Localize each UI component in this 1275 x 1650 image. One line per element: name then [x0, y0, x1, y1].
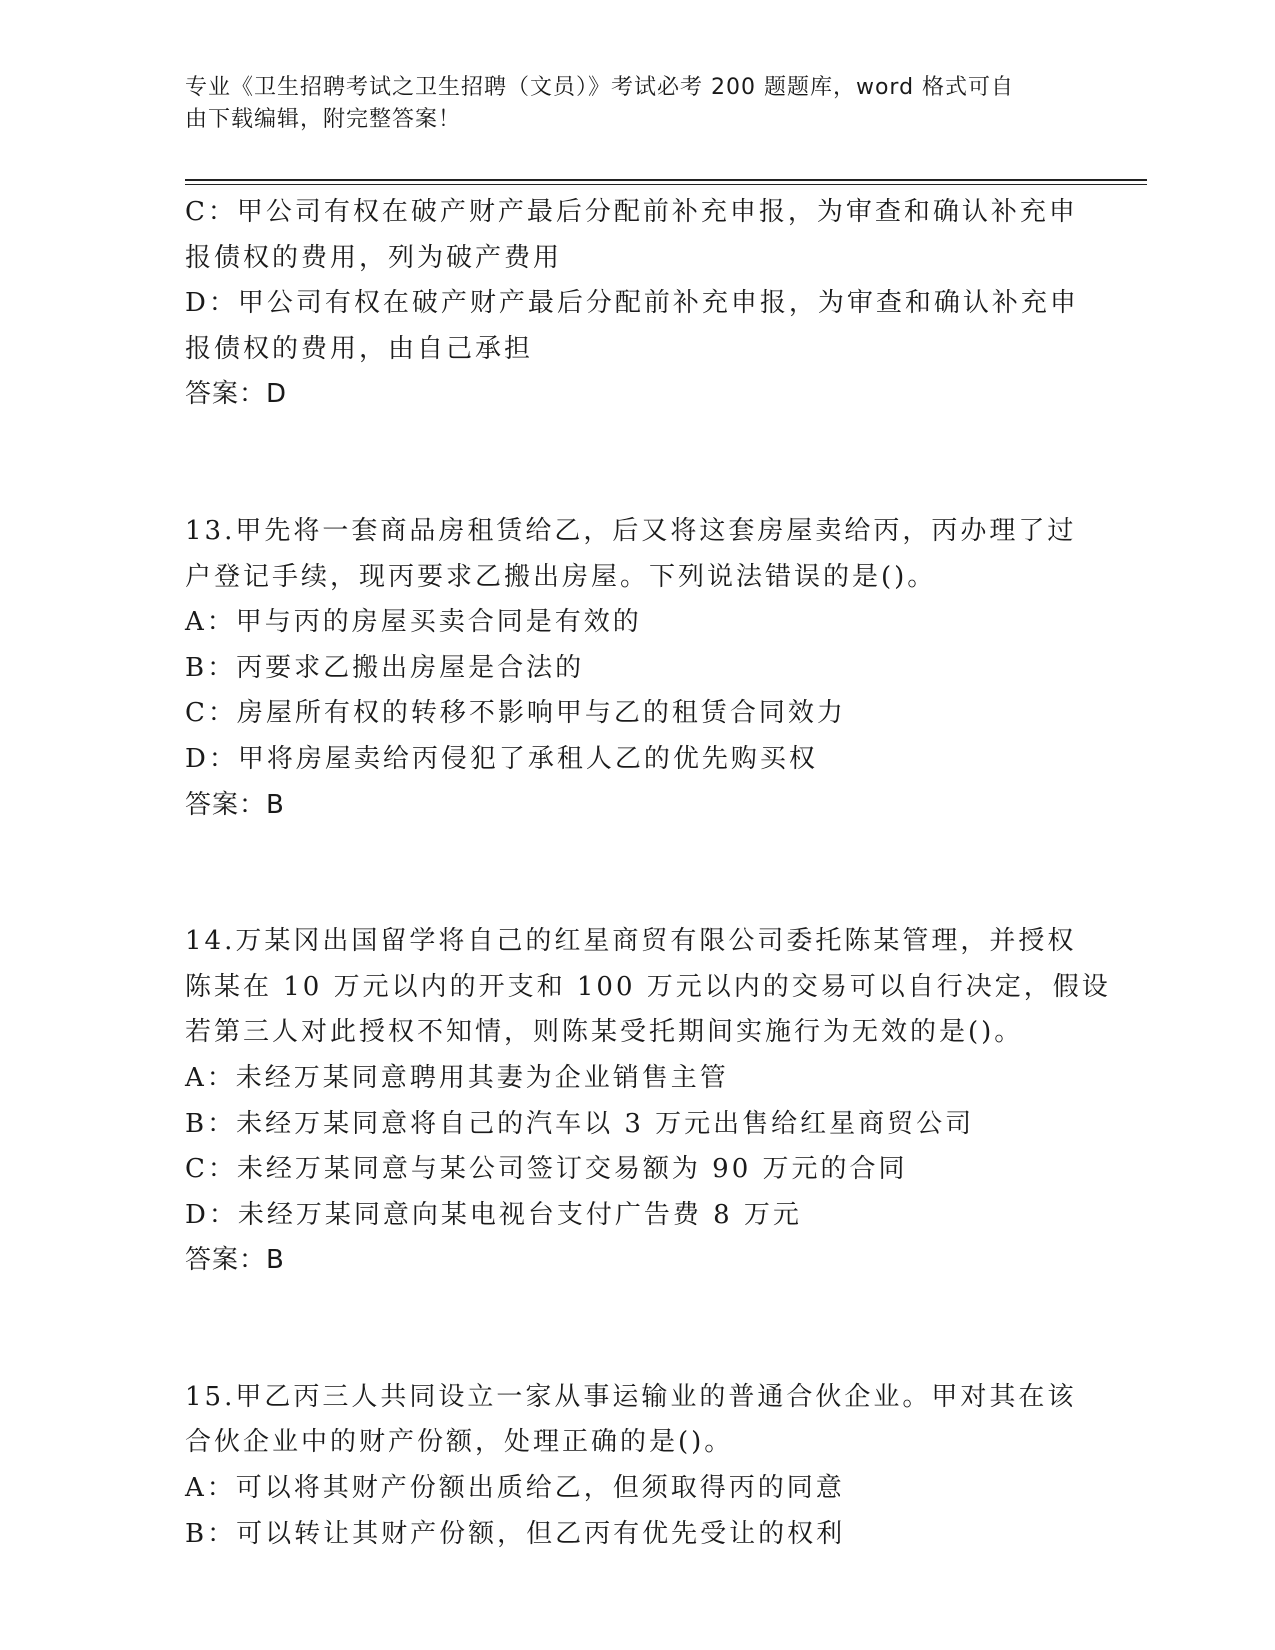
question-block-13: [185, 509, 1085, 828]
option-b: B：丙要求乙搬出房屋是合法的: [185, 652, 585, 683]
option-a: A：未经万某同意聘用其妻为企业销售主管: [185, 1062, 729, 1093]
option-d: D：甲将房屋卖给丙侵犯了承租人乙的优先购买权: [185, 743, 818, 774]
question-stem-line-1: 15.甲乙丙三人共同设立一家从事运输业的普通合伙企业。甲对其在该: [185, 1381, 1077, 1412]
header-rule-thick: [185, 179, 1147, 181]
question-stem-line-3: 若第三人对此授权不知情，则陈某受托期间实施行为无效的是()。: [185, 1017, 1024, 1048]
option-c-line-1: C：甲公司有权在破产财产最后分配前补充申报，为审查和确认补充申: [185, 197, 1078, 227]
spacer: [185, 828, 1085, 919]
answer-label: 答案：B: [185, 1245, 285, 1276]
header-title-line-2: 由下载编辑，附完整答案！: [185, 107, 462, 132]
question-block-12-tail: [185, 190, 1085, 418]
question-stem-line-1: 13.甲先将一套商品房租赁给乙，后又将这套房屋卖给丙，丙办理了过: [185, 515, 1077, 546]
spacer: [185, 1284, 1085, 1375]
answer-label: 答案：B: [185, 789, 285, 820]
question-stem-line-2: 陈某在 10 万元以内的开支和 100 万元以内的交易可以自行决定，假设: [185, 971, 1111, 1002]
option-c: C：房屋所有权的转移不影响甲与乙的租赁合同效力: [185, 698, 846, 729]
question-block-15: [185, 1375, 1085, 1557]
option-b: B：可以转让其财产份额，但乙丙有优先受让的权利: [185, 1518, 846, 1549]
header-title-line-1: 专业《卫生招聘考试之卫生招聘（文员）》考试必考 200 题题库，word 格式可自: [185, 75, 1015, 100]
question-block-14: [185, 919, 1111, 1284]
option-a: A：可以将其财产份额出质给乙，但须取得丙的同意: [185, 1473, 845, 1504]
document-body: [185, 190, 1111, 1557]
option-d-line-1: D：甲公司有权在破产财产最后分配前补充申报，为审查和确认补充申: [185, 288, 1079, 319]
spacer: [185, 418, 1085, 509]
option-a: A：甲与丙的房屋买卖合同是有效的: [185, 607, 642, 638]
option-d: D：未经万某同意向某电视台支付广告费 8 万元: [185, 1199, 802, 1230]
answer-label: 答案：D: [185, 379, 288, 410]
document-header: [185, 72, 1085, 136]
question-stem-line-2: 户登记手续，现丙要求乙搬出房屋。下列说法错误的是()。: [185, 561, 937, 592]
option-d-line-2: 报债权的费用，由自己承担: [185, 333, 534, 364]
question-stem-line-1: 14.万某冈出国留学将自己的红星商贸有限公司委托陈某管理，并授权: [185, 926, 1077, 957]
option-b: B：未经万某同意将自己的汽车以 3 万元出售给红星商贸公司: [185, 1108, 975, 1139]
header-rule-thin: [185, 184, 1147, 185]
question-stem-line-2: 合伙企业中的财产份额，处理正确的是()。: [185, 1427, 734, 1458]
option-c-line-2: 报债权的费用，列为破产费用: [185, 242, 563, 273]
option-c: C：未经万某同意与某公司签订交易额为 90 万元的合同: [185, 1154, 908, 1185]
